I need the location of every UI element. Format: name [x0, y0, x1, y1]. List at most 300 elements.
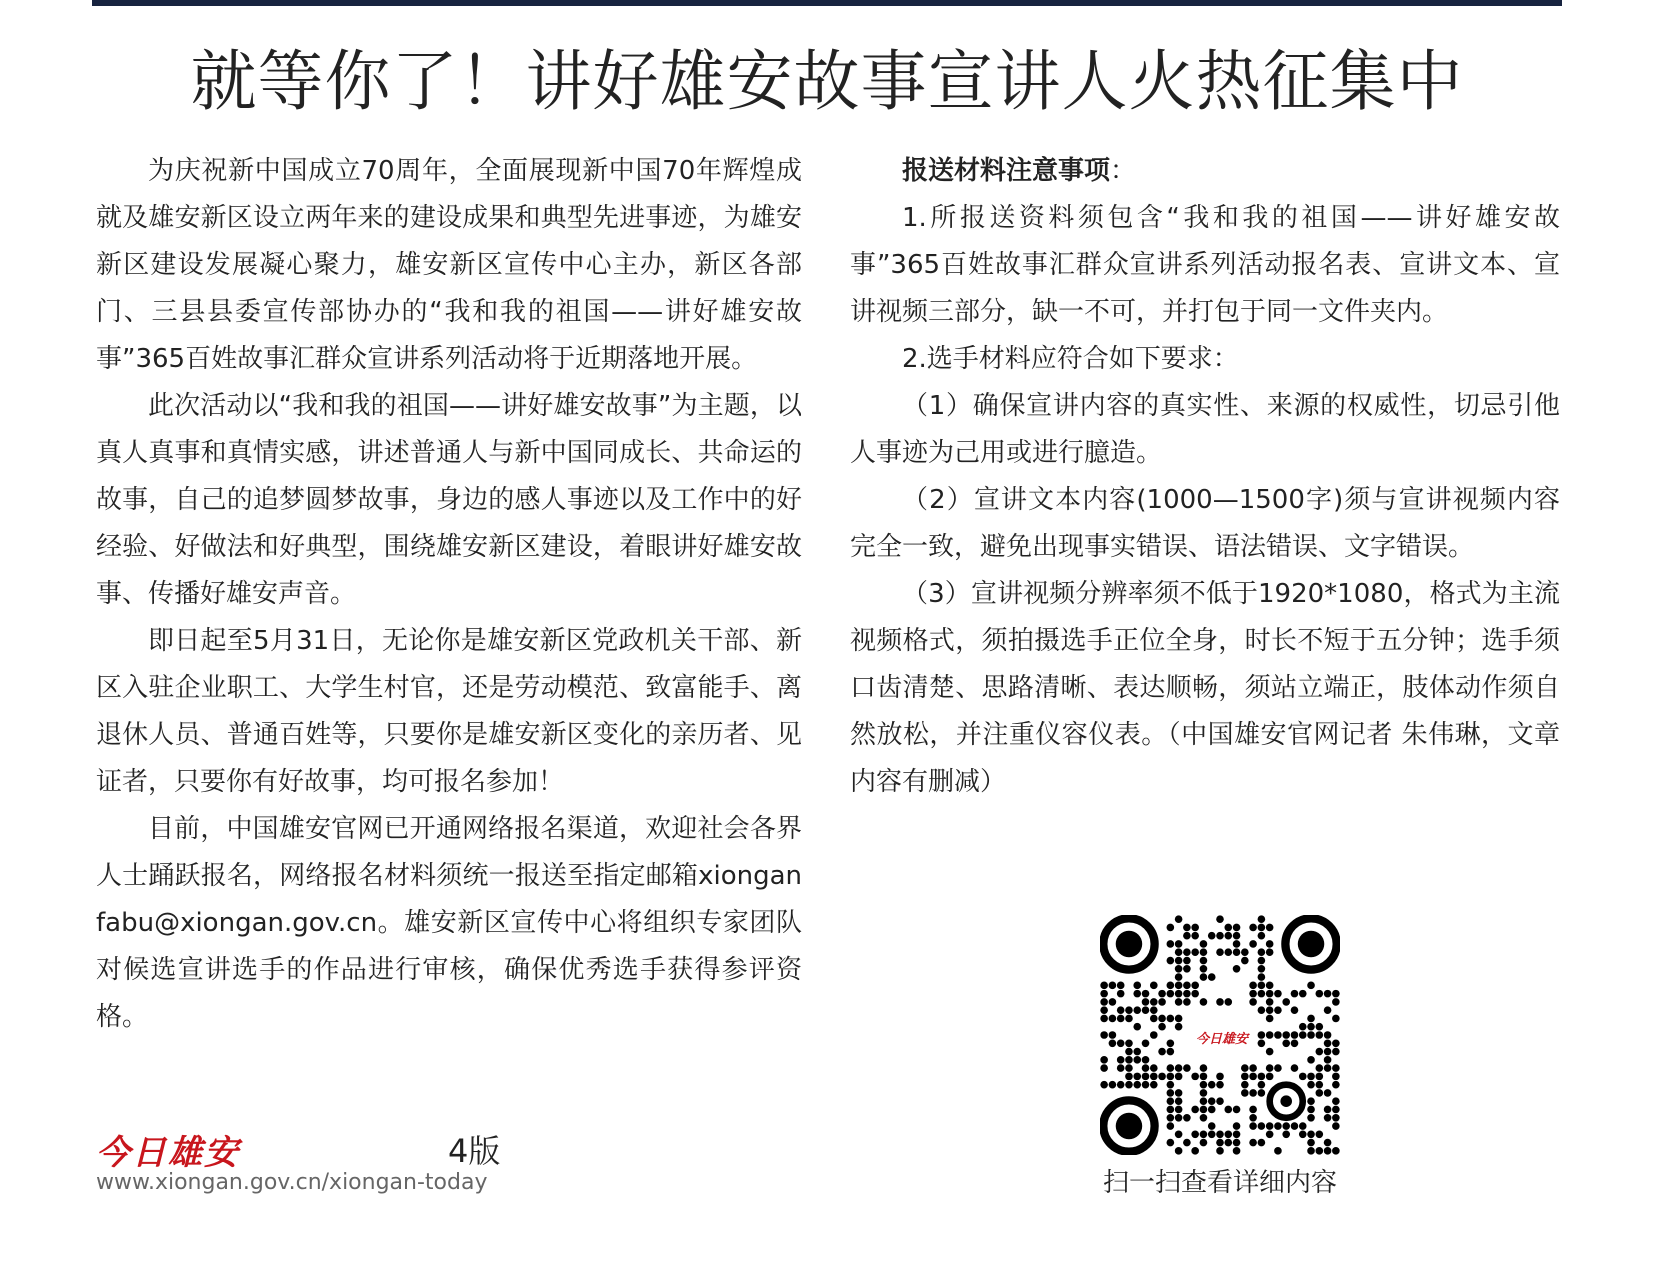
qr-module: [1208, 1122, 1216, 1130]
qr-module: [1274, 1147, 1282, 1155]
qr-module: [1324, 990, 1332, 998]
qr-module: [1316, 1048, 1324, 1056]
qr-module: [1249, 924, 1257, 932]
qr-module: [1266, 1064, 1274, 1072]
qr-module: [1332, 998, 1340, 1006]
qr-module: [1266, 1048, 1274, 1056]
qr-module: [1249, 1114, 1257, 1122]
qr-module: [1258, 1089, 1266, 1097]
qr-module: [1224, 1131, 1232, 1139]
qr-module: [1249, 1139, 1257, 1147]
qr-module: [1307, 982, 1315, 990]
qr-module: [1175, 1073, 1183, 1081]
qr-module: [1200, 940, 1208, 948]
qr-module: [1332, 1039, 1340, 1047]
qr-module: [1233, 948, 1241, 956]
qr-module: [1332, 1015, 1340, 1023]
qr-module: [1175, 1064, 1183, 1072]
qr-module: [1233, 924, 1241, 932]
qr-module: [1266, 940, 1274, 948]
qr-module: [1249, 940, 1257, 948]
qr-module: [1142, 1081, 1150, 1089]
qr-module: [1175, 1015, 1183, 1023]
qr-module: [1175, 1097, 1183, 1105]
qr-module: [1133, 1023, 1141, 1031]
qr-module: [1200, 1064, 1208, 1072]
notice-heading: [850, 148, 1560, 195]
qr-module: [1258, 965, 1266, 973]
qr-module: [1258, 1006, 1266, 1014]
paragraph: 即日起至5月31日，无论你是雄安新区党政机关干部、新区入驻企业职工、大学生村官，还是劳动模范、致富能手、离退休人员、普通百姓等，只要你是雄安新区变化的亲历者、见证者，只要你有好故事，均可报名参加！: [96, 626, 802, 797]
qr-module: [1258, 990, 1266, 998]
qr-module: [1158, 998, 1166, 1006]
left-column: [96, 148, 802, 1041]
qr-module: [1258, 973, 1266, 981]
qr-module: [1307, 1023, 1315, 1031]
qr-module: [1167, 1064, 1175, 1072]
qr-module: [1200, 1097, 1208, 1105]
qr-module: [1167, 1048, 1175, 1056]
qr-module: [1133, 982, 1141, 990]
notice-heading-colon: ：: [1110, 156, 1137, 186]
qr-module: [1109, 982, 1117, 990]
qr-module: [1266, 948, 1274, 956]
qr-module: [1100, 1015, 1108, 1023]
top-rule: [92, 0, 1562, 6]
qr-module: [1258, 932, 1266, 940]
qr-module: [1125, 1073, 1133, 1081]
qr-module: [1109, 1039, 1117, 1047]
qr-module: [1332, 1064, 1340, 1072]
qr-module: [1183, 990, 1191, 998]
qr-module: [1233, 1147, 1241, 1155]
qr-module: [1117, 1064, 1125, 1072]
qr-module: [1316, 990, 1324, 998]
email-link[interactable]: xionganfabu@xiongan.gov.cn: [96, 861, 802, 938]
notice-item: （1）确保宣讲内容的真实性、来源的权威性，切忌引他人事迹为己用或进行臆造。: [850, 391, 1560, 468]
site-url[interactable]: www.xiongan.gov.cn/xiongan-today: [96, 1170, 488, 1195]
qr-module: [1200, 1106, 1208, 1114]
qr-module: [1224, 998, 1232, 1006]
qr-module: [1224, 948, 1232, 956]
qr-module: [1216, 1147, 1224, 1155]
qr-module: [1183, 1114, 1191, 1122]
qr-module: [1117, 1006, 1125, 1014]
qr-module: [1117, 1081, 1125, 1089]
qr-module: [1183, 957, 1191, 965]
qr-module: [1233, 940, 1241, 948]
qr-module: [1200, 1081, 1208, 1089]
qr-module: [1216, 1139, 1224, 1147]
notice-item: 1.所报送资料须包含“我和我的祖国——讲好雄安故事”365百姓故事汇群众宣讲系列活动报名表、宣讲文本、宣讲视频三部分，缺一不可，并打包于同一文件夹内。: [850, 203, 1560, 327]
qr-module: [1167, 940, 1175, 948]
qr-module: [1266, 1131, 1274, 1139]
qr-module: [1167, 924, 1175, 932]
qr-module: [1258, 1031, 1266, 1039]
qr-finder-dot: [1116, 931, 1142, 957]
qr-module: [1299, 1073, 1307, 1081]
qr-module: [1117, 990, 1125, 998]
qr-module: [1307, 1073, 1315, 1081]
qr-module: [1266, 1073, 1274, 1081]
qr-module: [1274, 1122, 1282, 1130]
qr-module: [1150, 1015, 1158, 1023]
qr-module: [1167, 1097, 1175, 1105]
qr-module: [1109, 1081, 1117, 1089]
qr-module: [1307, 1015, 1315, 1023]
qr-module: [1316, 1073, 1324, 1081]
qr-module: [1167, 957, 1175, 965]
qr-module: [1266, 982, 1274, 990]
qr-module: [1332, 1073, 1340, 1081]
qr-module: [1167, 1122, 1175, 1130]
qr-module: [1274, 990, 1282, 998]
qr-module: [1142, 1056, 1150, 1064]
qr-module: [1191, 924, 1199, 932]
qr-module: [1191, 1147, 1199, 1155]
registration-text: 目前，中国雄安官网已开通网络报名渠道，欢迎社会各界人士踊跃报名，网络报名材料须统一报送至指定邮箱: [96, 814, 802, 891]
qr-module: [1158, 1073, 1166, 1081]
qr-module: [1133, 1056, 1141, 1064]
qr-module: [1324, 1056, 1332, 1064]
qr-module: [1125, 1006, 1133, 1014]
qr-module: [1307, 1056, 1315, 1064]
qr-module: [1167, 1139, 1175, 1147]
qr-module: [1183, 1064, 1191, 1072]
qr-module: [1191, 932, 1199, 940]
qr-module: [1307, 1147, 1315, 1155]
qr-module: [1224, 924, 1232, 932]
qr-module: [1324, 1147, 1332, 1155]
qr-module: [1316, 1147, 1324, 1155]
qr-module: [1258, 1139, 1266, 1147]
qr-module: [1332, 1147, 1340, 1155]
qr-module: [1224, 1139, 1232, 1147]
qr-module: [1249, 1064, 1257, 1072]
qr-module: [1200, 1089, 1208, 1097]
qr-module: [1291, 1039, 1299, 1047]
qr-module: [1200, 965, 1208, 973]
qr-module: [1150, 1031, 1158, 1039]
qr-module: [1125, 1048, 1133, 1056]
qr-module: [1175, 982, 1183, 990]
qr-module: [1249, 990, 1257, 998]
qr-module: [1249, 1089, 1257, 1097]
qr-module: [1175, 1106, 1183, 1114]
qr-module: [1150, 1064, 1158, 1072]
qr-module: [1183, 948, 1191, 956]
qr-module: [1291, 1031, 1299, 1039]
qr-module: [1233, 1106, 1241, 1114]
qr-module: [1150, 982, 1158, 990]
qr-module: [1324, 1139, 1332, 1147]
notice-heading-text: 报送材料注意事项: [902, 156, 1111, 186]
qr-module: [1332, 1097, 1340, 1105]
notice-item: （2）宣讲文本内容(1000—1500字)须与宣讲视频内容完全一致，避免出现事实错误、语法错误、文字错误。: [850, 485, 1560, 562]
qr-module: [1299, 1023, 1307, 1031]
qr-module: [1167, 1039, 1175, 1047]
qr-module: [1100, 1056, 1108, 1064]
qr-module: [1167, 1015, 1175, 1023]
qr-module: [1258, 924, 1266, 932]
qr-module: [1100, 1064, 1108, 1072]
qr-module: [1191, 982, 1199, 990]
qr-module: [1291, 1064, 1299, 1072]
qr-module: [1216, 948, 1224, 956]
qr-module: [1167, 1073, 1175, 1081]
qr-module: [1324, 1006, 1332, 1014]
qr-module: [1307, 1031, 1315, 1039]
paragraph: 此次活动以“我和我的祖国——讲好雄安故事”为主题，以真人真事和真情实感，讲述普通人与新中国同成长、共命运的故事，自己的追梦圆梦故事，身边的感人事迹以及工作中的好经验、好做法和好典型，围绕雄安新区建设，着眼讲好雄安故事、传播好雄安声音。: [96, 391, 802, 609]
qr-module: [1200, 1073, 1208, 1081]
qr-module: [1266, 924, 1274, 932]
qr-logo: 今日雄安: [1188, 1015, 1256, 1059]
qr-module: [1324, 1064, 1332, 1072]
qr-module: [1241, 1089, 1249, 1097]
qr-module: [1191, 1131, 1199, 1139]
qr-module: [1200, 973, 1208, 981]
qr-module: [1332, 1081, 1340, 1089]
qr-module: [1324, 1106, 1332, 1114]
qr-module: [1241, 957, 1249, 965]
qr-module: [1258, 1039, 1266, 1047]
qr-module: [1109, 1015, 1117, 1023]
qr-module: [1150, 1006, 1158, 1014]
qr-module: [1208, 1081, 1216, 1089]
qr-module: [1307, 1081, 1315, 1089]
qr-module: [1125, 1064, 1133, 1072]
qr-module: [1258, 1081, 1266, 1089]
qr-module: [1316, 1023, 1324, 1031]
qr-module: [1233, 1131, 1241, 1139]
qr-module: [1175, 1147, 1183, 1155]
qr-module: [1150, 1073, 1158, 1081]
page-title: 就等你了！讲好雄安故事宣讲人火热征集中: [190, 43, 1464, 120]
qr-module: [1282, 1122, 1290, 1130]
qr-module: [1100, 1081, 1108, 1089]
qr-module: [1266, 998, 1274, 1006]
qr-finder-dot: [1298, 931, 1324, 957]
qr-module: [1183, 998, 1191, 1006]
qr-module: [1307, 1139, 1315, 1147]
qr-module: [1191, 1106, 1199, 1114]
qr-module: [1266, 990, 1274, 998]
qr-module: [1291, 1006, 1299, 1014]
qr-module: [1175, 973, 1183, 981]
qr-module: [1266, 1006, 1274, 1014]
qr-module: [1299, 1122, 1307, 1130]
qr-module: [1332, 990, 1340, 998]
qr-module: [1324, 1114, 1332, 1122]
qr-module: [1299, 990, 1307, 998]
qr-module: [1142, 1064, 1150, 1072]
qr-module: [1208, 1097, 1216, 1105]
qr-module: [1175, 915, 1183, 923]
notice-item: 2.选手材料应符合如下要求：: [902, 344, 1239, 374]
qr-module: [1208, 1131, 1216, 1139]
qr-module: [1167, 1081, 1175, 1089]
qr-module: [1158, 1015, 1166, 1023]
qr-module: [1258, 1122, 1266, 1130]
qr-module: [1167, 990, 1175, 998]
qr-caption: 扫一扫查看详细内容: [1102, 1168, 1337, 1198]
qr-module: [1191, 948, 1199, 956]
qr-module: [1150, 1081, 1158, 1089]
qr-module: [1307, 1114, 1315, 1122]
qr-module: [1133, 1006, 1141, 1014]
qr-module: [1324, 1089, 1332, 1097]
qr-module: [1208, 973, 1216, 981]
qr-module: [1224, 1106, 1232, 1114]
qr-module: [1274, 1064, 1282, 1072]
qr-module: [1307, 1097, 1315, 1105]
qr-module: [1216, 1073, 1224, 1081]
qr-module: [1241, 1081, 1249, 1089]
qr-module: [1307, 1131, 1315, 1139]
qr-module: [1167, 1106, 1175, 1114]
paragraph: 为庆祝新中国成立70周年，全面展现新中国70年辉煌成就及雄安新区设立两年来的建设成果和典型先进事迹，为雄安新区建设发展凝心聚力，雄安新区宣传中心主办，新区各部门、三县县委宣传部协办的“我和我的祖国——讲好雄安故事”365百姓故事汇群众宣讲系列活动将于近期落地开展。: [96, 156, 802, 374]
qr-module: [1332, 1122, 1340, 1130]
qr-module: [1216, 998, 1224, 1006]
qr-module: [1216, 1097, 1224, 1105]
qr-module: [1183, 965, 1191, 973]
qr-module: [1175, 1089, 1183, 1097]
qr-module: [1117, 1056, 1125, 1064]
qr-module: [1175, 965, 1183, 973]
qr-module: [1133, 1073, 1141, 1081]
qr-module: [1133, 1081, 1141, 1089]
qr-module: [1175, 948, 1183, 956]
qr-module: [1100, 1006, 1108, 1014]
qr-module: [1216, 1131, 1224, 1139]
qr-module: [1316, 1031, 1324, 1039]
qr-code[interactable]: [1100, 915, 1340, 1155]
qr-module: [1216, 1081, 1224, 1089]
qr-module: [1233, 932, 1241, 940]
qr-module: [1299, 1031, 1307, 1039]
qr-module: [1324, 1048, 1332, 1056]
qr-module: [1125, 1015, 1133, 1023]
qr-module: [1200, 957, 1208, 965]
qr-module: [1258, 957, 1266, 965]
qr-module: [1200, 1131, 1208, 1139]
qr-module: [1167, 1114, 1175, 1122]
qr-module: [1316, 1081, 1324, 1089]
qr-module: [1167, 1089, 1175, 1097]
qr-module: [1249, 998, 1257, 1006]
qr-module: [1233, 1139, 1241, 1147]
qr-module: [1282, 1131, 1290, 1139]
qr-alignment-dot: [1280, 1095, 1292, 1107]
qr-module: [1175, 1114, 1183, 1122]
qr-module: [1100, 982, 1108, 990]
qr-module: [1258, 948, 1266, 956]
qr-module: [1125, 1039, 1133, 1047]
qr-module: [1200, 1139, 1208, 1147]
qr-module: [1266, 1122, 1274, 1130]
qr-module: [1175, 940, 1183, 948]
qr-module: [1282, 1031, 1290, 1039]
qr-module: [1316, 1064, 1324, 1072]
qr-module: [1274, 1006, 1282, 1014]
qr-module: [1307, 1106, 1315, 1114]
qr-module: [1274, 1031, 1282, 1039]
qr-module: [1109, 1031, 1117, 1039]
qr-module: [1291, 990, 1299, 998]
qr-module: [1233, 965, 1241, 973]
qr-module: [1282, 998, 1290, 1006]
qr-module: [1316, 1089, 1324, 1097]
qr-module: [1282, 1039, 1290, 1047]
qr-module: [1125, 1056, 1133, 1064]
paragraph-registration: [96, 806, 802, 1041]
registration-text-end: 。雄安新区宣传中心将组织专家团队对候选宣讲选手的作品进行审核，确保优秀选手获得参评资格。: [96, 908, 802, 1032]
qr-module: [1100, 1031, 1108, 1039]
qr-module: [1200, 948, 1208, 956]
qr-module: [1332, 1048, 1340, 1056]
qr-module: [1191, 990, 1199, 998]
qr-module: [1175, 957, 1183, 965]
qr-module: [1332, 1114, 1340, 1122]
qr-module: [1216, 915, 1224, 923]
qr-module: [1324, 1031, 1332, 1039]
qr-module: [1266, 1031, 1274, 1039]
qr-module: [1158, 1023, 1166, 1031]
qr-module: [1117, 1015, 1125, 1023]
qr-finder-dot: [1116, 1113, 1142, 1139]
qr-module: [1175, 990, 1183, 998]
qr-module: [1100, 998, 1108, 1006]
qr-module: [1258, 982, 1266, 990]
brand-logo: 今日雄安: [96, 1133, 240, 1173]
qr-module: [1142, 990, 1150, 998]
qr-module: [1249, 982, 1257, 990]
qr-module: [1208, 1106, 1216, 1114]
qr-module: [1158, 990, 1166, 998]
qr-module: [1142, 1006, 1150, 1014]
qr-module: [1291, 1122, 1299, 1130]
qr-module: [1183, 982, 1191, 990]
qr-module: [1200, 1114, 1208, 1122]
qr-module: [1183, 924, 1191, 932]
qr-module: [1324, 1039, 1332, 1047]
edition-label: 4版: [448, 1132, 501, 1170]
qr-module: [1208, 932, 1216, 940]
qr-module: [1117, 982, 1125, 990]
qr-module: [1142, 1073, 1150, 1081]
qr-module: [1175, 1131, 1183, 1139]
qr-module: [1258, 1073, 1266, 1081]
qr-module: [1233, 1122, 1241, 1130]
qr-module: [1133, 1048, 1141, 1056]
qr-module: [1258, 915, 1266, 923]
qr-module: [1241, 1073, 1249, 1081]
qr-module: [1299, 1131, 1307, 1139]
qr-module: [1167, 982, 1175, 990]
qr-module: [1175, 998, 1183, 1006]
qr-module: [1241, 1064, 1249, 1072]
qr-module: [1191, 1073, 1199, 1081]
qr-module: [1142, 1039, 1150, 1047]
qr-module: [1249, 1106, 1257, 1114]
qr-module: [1266, 1015, 1274, 1023]
qr-module: [1249, 1122, 1257, 1130]
qr-module: [1183, 932, 1191, 940]
qr-module: [1183, 1139, 1191, 1147]
qr-module: [1109, 998, 1117, 1006]
qr-module: [1175, 1023, 1183, 1031]
qr-module: [1316, 1131, 1324, 1139]
